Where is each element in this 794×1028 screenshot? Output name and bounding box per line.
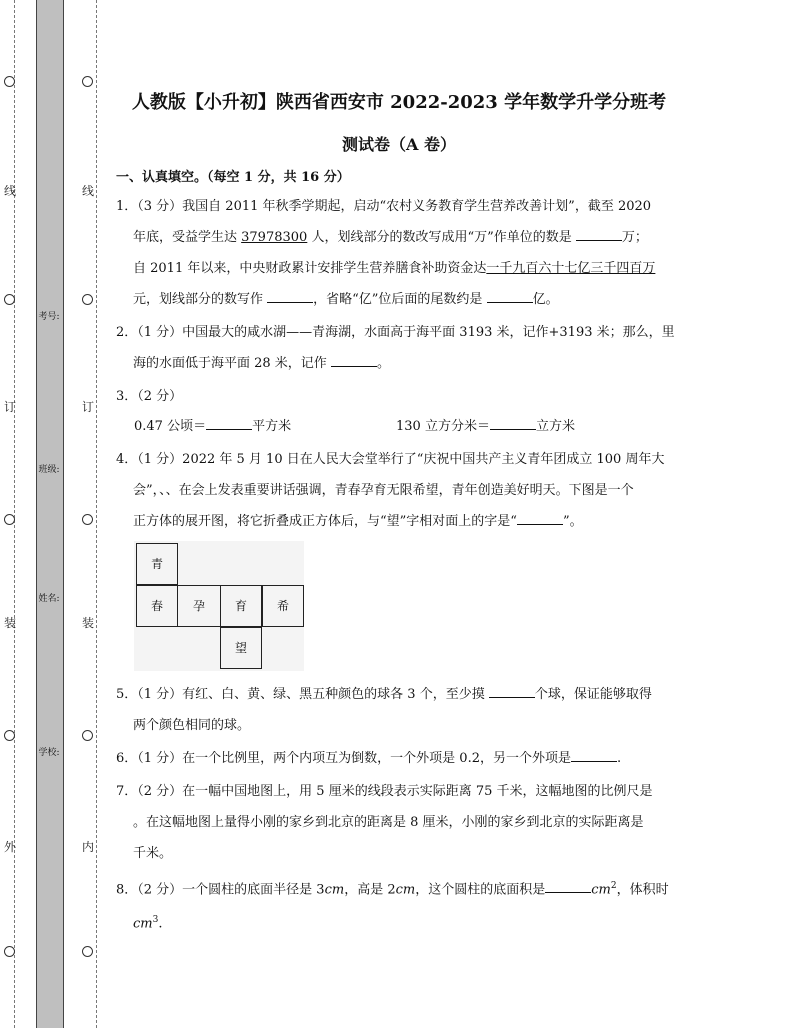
q1-line2: 年底，受益学生达 37978300 人，划线部分的数改写成用“万”作单位的数是 万；	[116, 222, 682, 253]
answer-blank[interactable]	[267, 288, 313, 303]
school-field[interactable]	[38, 748, 60, 759]
exam-number-field[interactable]	[38, 312, 60, 323]
binding-hole	[4, 514, 15, 525]
q1-line3: 自 2011 年以来，中央财政累计安排学生营养膳食补助资金达一千九百六十七亿三千四百万	[133, 261, 656, 276]
exam-number-label: 考号:	[38, 312, 60, 322]
margin-char-wai: 外	[4, 840, 17, 854]
answer-blank[interactable]	[517, 510, 563, 525]
inner-cut-line	[96, 0, 97, 1028]
answer-blank[interactable]	[576, 226, 622, 241]
binding-hole	[4, 76, 15, 87]
page-subtitle: 测试卷（A 卷）	[342, 135, 456, 154]
net-face: 春	[136, 585, 178, 627]
info-strip	[36, 0, 64, 1028]
binding-hole	[82, 946, 93, 957]
answer-blank[interactable]	[206, 415, 252, 430]
question-7: 7．（2 分）在一幅中国地图上，用 5 厘米的线段表示实际距离 75 千米，这幅地图的比例尺是 。在这幅地图上量得小刚的家乡到北京的距离是 8 厘米，小刚的家乡到北京的实际距离是 千米。	[116, 784, 653, 861]
name-label: 姓名:	[38, 594, 60, 604]
question-6: 6．（1 分）在一个比例里，两个内项互为倒数，一个外项是 0.2，另一个外项是 .	[116, 743, 682, 774]
binding-hole	[82, 76, 93, 87]
question-4: 4．（1 分）2022 年 5 月 10 日在人民大会堂举行了“庆祝中国共产主义青年团成立 100 周年大 会”，、、在会上发表重要讲话强调，青春孕育无限希望，青年创造美好明天。下图是一个 正方体的展开图，将它折叠成正方体后，与“望”字相对面上的字是“ ”。 青 春 孕 育 希 望	[116, 444, 682, 673]
answer-blank[interactable]	[545, 878, 591, 893]
cube-net-figure	[134, 541, 314, 673]
answer-blank[interactable]	[490, 415, 536, 430]
exam-content	[116, 90, 682, 940]
net-face: 望	[220, 627, 262, 669]
page-title: 人教版【小升初】陕西省西安市 2022-2023 学年数学升学分班考	[131, 92, 667, 113]
binding-hole	[82, 294, 93, 305]
class-field[interactable]	[38, 465, 60, 476]
margin-char-nei: 内	[82, 840, 95, 854]
net-face: 孕	[178, 585, 220, 627]
binding-margin	[0, 0, 100, 1028]
binding-hole	[4, 946, 15, 957]
answer-blank[interactable]	[571, 747, 617, 762]
answer-blank[interactable]	[487, 288, 533, 303]
name-field[interactable]	[38, 594, 60, 605]
net-face: 希	[262, 585, 304, 627]
q1-line4: 元，划线部分的数写作 ，省略“亿”位后面的尾数约是 亿。	[116, 284, 682, 315]
margin-char-ding: 订	[4, 400, 17, 414]
question-1	[116, 191, 682, 315]
outer-cut-line	[14, 0, 15, 1028]
binding-hole	[4, 294, 15, 305]
margin-char-zhuang: 装	[4, 616, 17, 630]
binding-hole	[4, 730, 15, 741]
margin-char-xian: 线	[82, 184, 95, 198]
answer-blank[interactable]	[331, 352, 377, 367]
answer-blank[interactable]	[489, 683, 535, 698]
q1-line1: 1．（3 分）我国自 2011 年秋季学期起，启动“农村义务教育学生营养改善计划”，截至 2020	[116, 199, 652, 214]
net-face: 育	[220, 585, 262, 627]
margin-char-ding: 订	[82, 400, 95, 414]
question-5: 5．（1 分）有红、白、黄、绿、黑五种颜色的球各 3 个，至少摸 个球，保证能够取得 两个颜色相同的球。	[116, 679, 682, 741]
question-2: 2．（1 分）中国最大的咸水湖——青海湖，水面高于海平面 3193 米，记作+3193 米；那么，里 海的水面低于海平面 28 米，记作 。	[116, 325, 675, 371]
question-3: 3．（2 分） 0.47 公顷＝ 平方米 130 立方分米＝ 立方米	[116, 389, 575, 434]
binding-hole	[82, 730, 93, 741]
class-label: 班级:	[38, 465, 60, 475]
margin-char-xian: 线	[4, 184, 17, 198]
school-label: 学校:	[38, 748, 60, 758]
question-8: 8．（2 分）一个圆柱的底面半径是 3cm，高是 2cm，这个圆柱的底面积是 $cm^2$，体积时 $cm^3$.	[116, 871, 682, 940]
net-face: 青	[136, 543, 178, 585]
binding-hole	[82, 514, 93, 525]
section-heading: 一、认真填空。（每空 1 分，共 16 分）	[116, 170, 350, 185]
margin-char-zhuang: 装	[82, 616, 95, 630]
